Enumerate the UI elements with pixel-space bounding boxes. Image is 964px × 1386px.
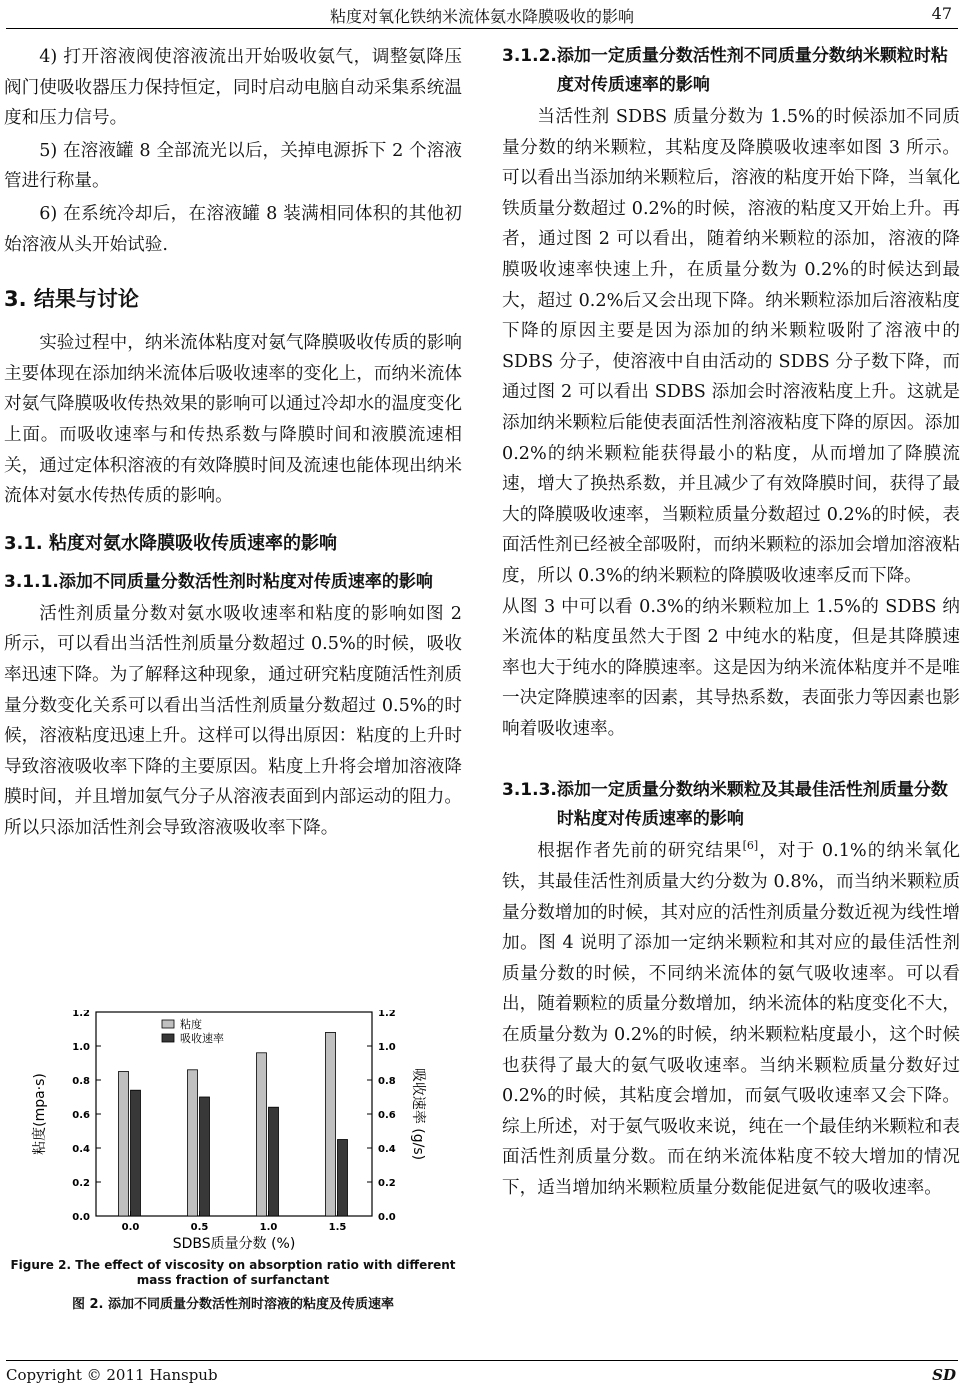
section-title: 添加一定质量分数纳米颗粒及其最佳活性剂质量分数时粘度对传质速率的影响 <box>556 780 948 830</box>
figure-2-chart <box>4 1010 462 1255</box>
procedure-step-4: 4) 打开溶液阀使溶液流出开始吸收氨气，调整氨降压阀门使吸收器压力保持恒定，同时启动电脑自动采集系统温度和压力信号。 <box>4 47 462 129</box>
citation-ref[interactable]: [6] <box>742 839 759 853</box>
section-3-1-3-heading <box>502 776 960 834</box>
section-3-1-heading: 3.1. 粘度对氨水降膜吸收传质速率的影响 <box>4 532 337 554</box>
x-tick-label: 1.5 <box>328 1222 347 1233</box>
section-number: 3.1.2. <box>502 46 557 66</box>
y-tick-label-left: 0.2 <box>72 1178 90 1189</box>
figure-2 <box>4 1010 462 1312</box>
figure-caption-cn: 图 2. 添加不同质量分数活性剂时溶液的粘度及传质速率 <box>71 1297 395 1312</box>
y-axis-right-label: 吸收速率 (g/s) <box>410 1067 426 1161</box>
y-tick-label-right: 1.2 <box>378 1010 396 1019</box>
paragraph-text: ，对于 0.1%的纳米氧化铁，其最佳活性剂质量大约分数为 0.8%，而当纳米颗粒质量分数增加的时候，其对应的活性剂质量分数近视为线性增加。图 4 说明了添加一定纳米颗粒和其对应的最佳活性剂质量分数的时候，不同纳米流体的氨气吸收速率。可以看出，随着颗粒的质量分数增加，纳米流体的粘度变化不大，在质量分数为 0.2%的时候，纳米颗粒粘度最小，这个时候也获得了最大的氨气吸收速率。当纳米颗粒质量分数好过 0.2%的时候，其粘度会增加，而氨气吸收速率又会下降。综上所述，对于氨气吸收来说，纯在一个最佳纳米颗粒和表面活性剂质量分数。而在纳米流体粘度不较大增加的情况下，适当增加纳米颗粒质量分数能促进氨气的吸收速率。 <box>502 841 960 1198</box>
y-tick-label-left: 0.4 <box>72 1144 90 1155</box>
section-spacer <box>502 744 960 766</box>
procedure-step-6: 6) 在系统冷却后，在溶液罐 8 装满相同体积的其他初始溶液从头开始试验. <box>4 203 462 255</box>
bar-absorption-rate <box>338 1140 348 1217</box>
page-number: 47 <box>931 4 952 23</box>
bar-absorption-rate <box>269 1107 279 1216</box>
x-tick-label: 0.5 <box>190 1222 209 1233</box>
y-tick-label-left: 0.0 <box>72 1212 90 1223</box>
bar-absorption-rate <box>200 1097 210 1216</box>
bar-viscosity <box>188 1070 198 1216</box>
x-axis-label: SDBS质量分数 (%) <box>172 1236 296 1252</box>
y-tick-label-right: 0.0 <box>378 1212 396 1223</box>
header-rule <box>6 28 958 29</box>
section-3-1-2-paragraph: 当活性剂 SDBS 质量分数为 1.5%的时候添加不同质量分数的纳米颗粒，其粘度及降膜吸收速率如图 3 所示。可以看出当添加纳米颗粒后，溶液的粘度开始下降，当氧化铁质量分数超过 0.2%的时候，溶液的粘度又开始上升。再者，通过图 2 可以看出，随着纳米颗粒的添加，溶液的降膜吸收速率快速上升，在质量分数为 0.2%的时候达到最大，超过 0.2%后又会出现下降。纳米颗粒添加后溶液粘度下降的原因主要是因为添加的纳米颗粒吸附了溶液中的 SDBS 分子，使溶液中自由活动的 SDBS 分子数下降，而通过图 2 可以看出 SDBS 添加会时溶液粘度上升。这就是添加纳米颗粒后能使表面活性剂溶液粘度下降的原因。添加 0.2%的纳米颗粒能获得最小的粘度，从而增加了降膜流速，增大了换热系数，并且减少了有效降膜时间，获得了最大的降膜吸收速率，当颗粒质量分数超过 0.2%的时候，表面活性剂已经被全部吸附，而纳米颗粒的添加会增加溶液粘度，所以 0.3%的纳米颗粒的降膜吸收速率反而下降。 <box>502 107 960 586</box>
left-column <box>4 42 462 843</box>
section-3-1-3-paragraph <box>502 836 960 1203</box>
section-3-heading: 3. 结果与讨论 <box>4 287 139 312</box>
legend-label-absorption: 吸收速率 <box>180 1032 224 1045</box>
legend-swatch-viscosity <box>162 1020 174 1028</box>
right-column <box>502 42 960 1204</box>
y-tick-label-right: 0.8 <box>378 1076 396 1087</box>
y-axis-left-label: 粘度(mpa·s) <box>32 1073 48 1155</box>
section-title: 添加一定质量分数活性剂不同质量分数纳米颗粒时粘度对传质速率的影响 <box>556 46 948 95</box>
paragraph-text: 根据作者先前的研究结果 <box>537 841 743 862</box>
figure-caption-en: Figure 2. The effect of viscosity on absorption ratio with different mass fraction of surfanctant <box>10 1258 456 1287</box>
section-3-1-1-paragraph: 活性剂质量分数对氨水吸收速率和粘度的影响如图 2 所示，可以看出当活性剂质量分数超过 0.5%的时候，吸收率迅速下降。为了解释这种现象，通过研究粘度随活性剂质量分数变化关系可以看出当活性剂质量分数超过 0.5%的时候，溶液粘度迅速上升。这样可以得出原因：粘度的上升时导致溶液吸收率下降的主要原因。粘度上升将会增加溶液降膜时间，并且增加氨气分子从溶液表面到内部运动的阻力。所以只添加活性剂会导致溶液吸收率下降。 <box>4 603 462 838</box>
y-tick-label-left: 1.2 <box>72 1010 90 1019</box>
page-footer <box>0 1360 964 1386</box>
journal-abbrev: SD <box>932 1366 956 1384</box>
procedure-step-5: 5) 在溶液罐 8 全部流光以后，关掉电源拆下 2 个溶液管进行称量。 <box>4 140 462 192</box>
bar-viscosity <box>326 1032 336 1216</box>
section-3-1-1-heading <box>4 568 462 597</box>
running-title: 粘度对氧化铁纳米流体氨水降膜吸收的影响 <box>329 7 634 26</box>
y-tick-label-left: 0.8 <box>72 1076 90 1087</box>
section-title: 添加不同质量分数活性剂时粘度对传质速率的影响 <box>58 571 433 592</box>
section-number: 3.1.3. <box>502 780 557 801</box>
bar-viscosity <box>119 1072 129 1217</box>
footer-rule <box>6 1360 958 1361</box>
bar-viscosity <box>257 1053 267 1216</box>
y-tick-label-right: 0.6 <box>378 1110 396 1121</box>
section-3-1-2-paragraph-2: 从图 3 中可以看 0.3%的纳米颗粒加上 1.5%的 SDBS 纳米流体的粘度虽然大于图 2 中纯水的粘度，但是其降膜速率也大于纯水的降膜速率。这是因为纳米流体粘度并不是唯一决定降膜速率的因素，其导热系数，表面张力等因素也影响着吸收速率。 <box>502 596 960 739</box>
y-tick-label-right: 0.4 <box>378 1144 396 1155</box>
x-tick-label: 0.0 <box>121 1222 140 1233</box>
y-tick-label-right: 0.2 <box>378 1178 396 1189</box>
legend-swatch-absorption <box>162 1034 174 1042</box>
section-3-1-2-heading <box>502 42 960 100</box>
page-header <box>0 0 964 30</box>
section-number: 3.1.1. <box>4 571 59 592</box>
y-tick-label-left: 0.6 <box>72 1110 90 1121</box>
y-tick-label-left: 1.0 <box>72 1042 90 1053</box>
x-tick-label: 1.0 <box>259 1222 278 1233</box>
legend-label-viscosity: 粘度 <box>180 1018 202 1031</box>
bar-absorption-rate <box>131 1090 141 1216</box>
copyright-notice: Copyright © 2011 Hanspub <box>6 1366 218 1384</box>
y-tick-label-right: 1.0 <box>378 1042 396 1053</box>
section-3-paragraph: 实验过程中，纳米流体粘度对氨气降膜吸收传质的影响主要体现在添加纳米流体后吸收速率的变化上，而纳米流体对氨气降膜吸收传热效果的影响可以通过冷却水的温度变化上面。而吸收速率与和传热系数与降膜时间和液膜流速相关，通过定体积溶液的有效降膜时间及流速也能体现出纳米流体对氨水传热传质的影响。 <box>4 333 462 507</box>
